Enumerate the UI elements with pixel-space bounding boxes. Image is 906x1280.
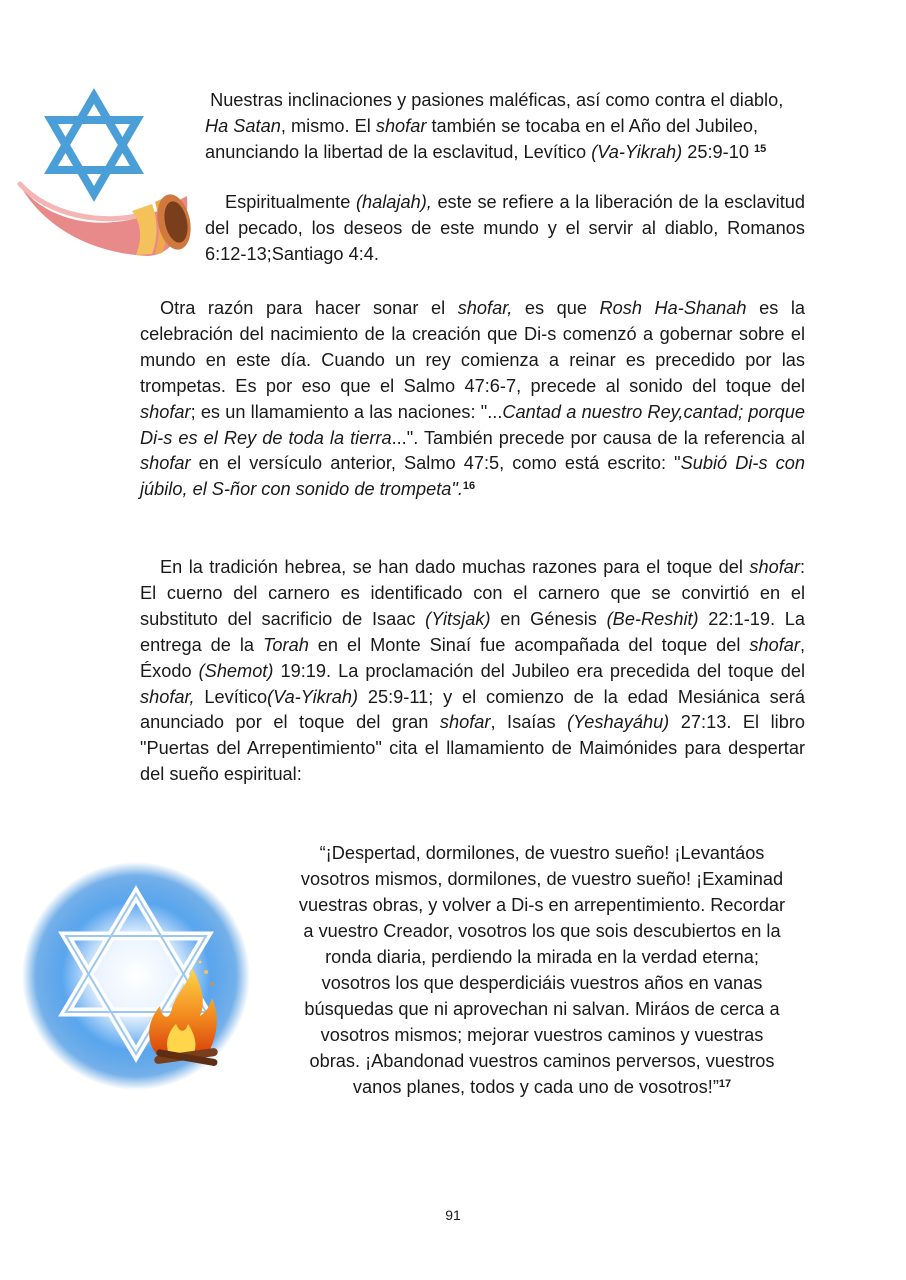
quote-line: vuestras obras, y volver a Di-s en arrepentimiento. Recordar — [298, 895, 786, 915]
star-of-david-icon — [51, 96, 137, 194]
shofar-horn-icon — [17, 180, 195, 256]
quote-line: vosotros los que desperdiciáis vuestros años en vanas — [321, 973, 763, 993]
footnote-ref-16: 16 — [462, 480, 476, 493]
quote-line: ronda diaria, perdiendo la mirada en la verdad eterna; — [325, 947, 759, 967]
hebrew-tradition-paragraph: En la tradición hebrea, se han dado muchas razones para el toque del shofar: El cuerno del carnero es identificado con el carnero que se convirtió en el substituto del sacrificio de Isaac (Yitsjak) en Génesis (Be-Reshit) 22:1-19. La entrega de la Torah en el Monte Sinaí fue acompañada del toque del shofar, Éxodo (Shemot) 19:19. La proclamación del Jubileo era precedida del toque del shofar, Levítico(Va-Yikrah) 25:9-11; y el comienzo de la edad Mesiánica será anunciado por el toque del gran shofar, Isaías (Yeshayáhu) 27:13. El libro "Puertas del Arrepentimiento" cita el llamamiento de Maimónides para despertar del sueño espiritual: — [140, 557, 806, 785]
rosh-hashanah-paragraph: Otra razón para hacer sonar el shofar, es que Rosh Ha-Shanah es la celebración del nacimiento de la creación que Di-s comenzó a gobernar sobre el mundo en este día. Cuando un rey comienza a reinar es precedido por las trompetas. Es por eso que el Salmo 47:6-7, precede al sonido del toque del shofar; es un llamamiento a las naciones: "...Cantad a nuestro Rey,cantad; porque Di-s es el Rey de toda la tierra...". También precede por causa de la referencia al shofar en el versículo anterior, Salmo 47:5, como está escrito: "Subió Di-s con júbilo, el S-ñor con sonido de trompeta".$^{16}$ — [140, 298, 806, 500]
quote-line: “¡Despertad, dormilones, de vuestro sueño! ¡Levantáos — [319, 843, 765, 863]
spiritual-paragraph: Espiritualmente (halajah), este se refiere a la liberación de la esclavitud del pecado, los deseos de este mundo y el servir al diablo, Romanos 6:12-13;Santiago 4:4. — [205, 192, 805, 264]
quote-line: vosotros mismos; mejorar vuestros caminos y vuestras — [320, 1025, 764, 1045]
footnote-ref-17: 17 — [718, 1078, 732, 1090]
page-number: 91 — [445, 1207, 461, 1223]
footnote-ref-15: 15 — [754, 142, 767, 155]
maimonides-quote — [272, 840, 812, 1100]
quote-line: a vuestro Creador, vosotros los que sois descubiertos en la — [303, 921, 781, 941]
intro-paragraph: Nuestras inclinaciones y pasiones maléficas, así como contra el diablo, Ha Satan, mismo. El shofar también se tocaba en el Año del Jubileo, anunciando la libertad de la esclavitud, Levítico (Va-Yikrah) 25:9-10 $^{15}$ — [205, 90, 784, 162]
quote-line: búsquedas que ni aprovechan ni salvan. Miráos de cerca a — [304, 999, 780, 1019]
star-and-shofar-illustration — [12, 88, 197, 258]
quote-line: obras. ¡Abandonad vuestros caminos perversos, vuestros — [309, 1051, 775, 1071]
glowing-star-fire-illustration — [20, 860, 252, 1092]
quote-line-last: vanos planes, todos y cada uno de vosotros!”$^{17}$ — [352, 1077, 732, 1097]
quote-line: vosotros mismos, dormilones, de vuestro sueño! ¡Examinad — [300, 869, 784, 889]
